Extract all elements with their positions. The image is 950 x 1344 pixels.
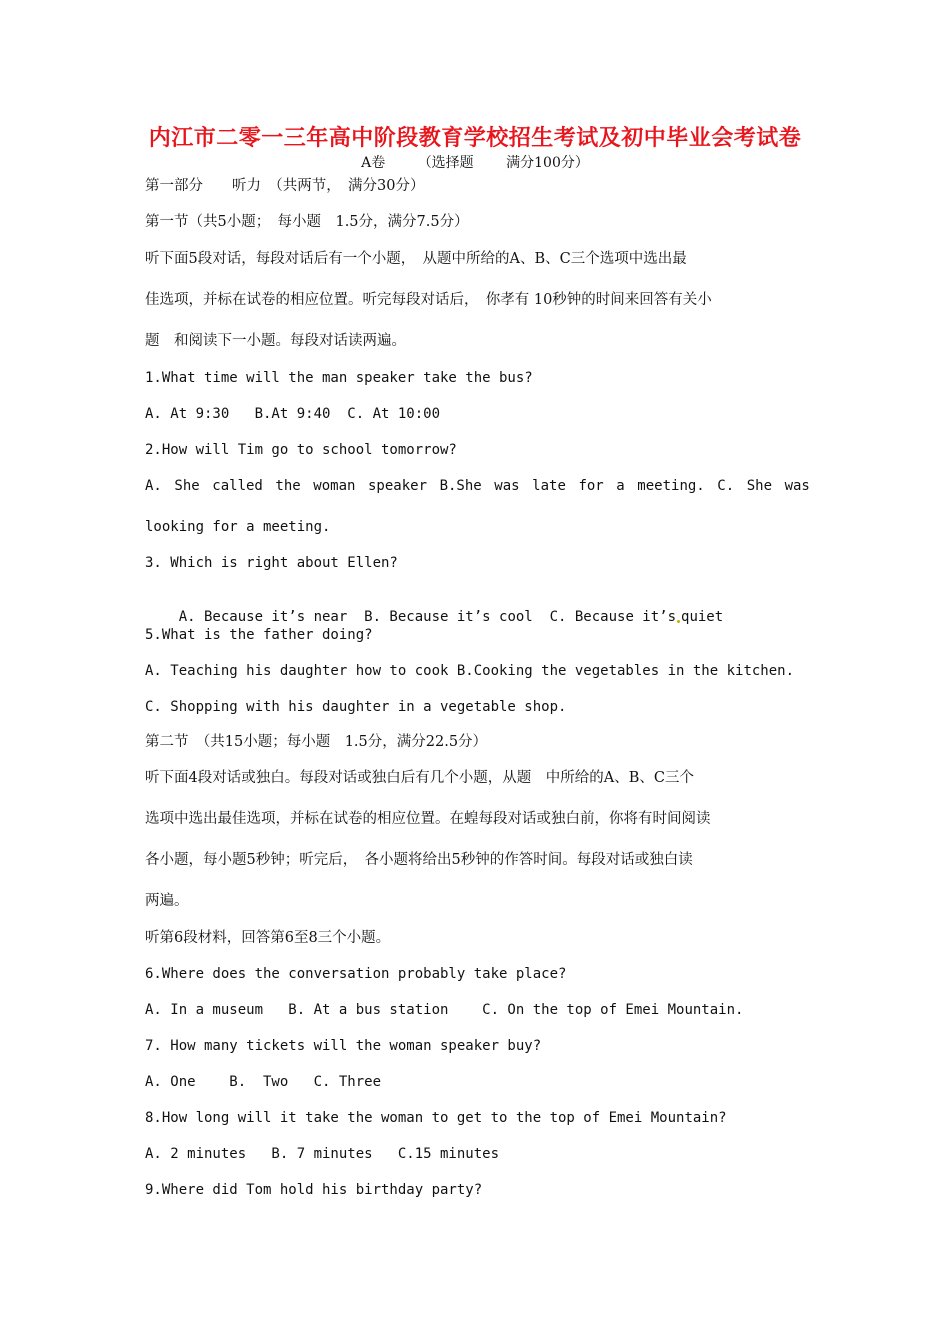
question-3: 3. Which is right about Ellen? [145,555,398,571]
instructions2-line-2: 选项中选出最佳选项，并标在试卷的相应位置。在蝗每段对话或独白前，你将有时间阅读 [145,811,711,827]
q2-word: called [212,478,263,494]
question-1-options: A. At 9:30 B.At 9:40 C. At 10:00 [145,406,441,422]
exam-subtitle [0,152,950,172]
instructions-line-3: 题 和阅读下一小题。每段对话读两遍。 [145,333,406,349]
question-6: 6.Where does the conversation probably take place? [145,966,567,982]
q2-word: late [532,478,566,494]
exam-title: 内江市二零一三年高中阶段教育学校招生考试及初中毕业会考试卷 [148,126,802,151]
q3-options-text: A. Because it’s near B. Because it’s cool C. Because it’s [178,609,677,625]
material-6-header: 听第6段材料，回答第6至8三个小题。 [145,930,391,946]
q2-word: for [578,478,604,494]
q2-word: speaker [368,478,428,494]
subtitle-paper: A卷 [361,155,386,171]
q2-word: meeting. [637,478,705,494]
instructions2-line-3: 各小题，每小题5秒钟；听完后， 各小题将给出5秒钟的作答时间。每段对话或独白读 [145,852,693,868]
question-7-options: A. One B. Two C. Three [145,1074,382,1090]
q2-word: She [746,478,773,494]
question-5-option-c: C. Shopping with his daughter in a vegetable shop. [145,699,567,715]
q2-word: B.She [439,478,482,494]
question-8: 8.How long will it take the woman to get to the top of Emei Mountain? [145,1110,727,1126]
part-one-header: 第一部分 听力 （共两节， 满分30分） [145,178,425,194]
subtitle-type: （选择题 [417,155,474,171]
instructions-line-1: 听下面5段对话，每段对话后有一个小题， 从题中所给的A、B、C三个选项中选出最 [145,251,687,267]
question-5-options-ab: A. Teaching his daughter how to cook B.Cooking the vegetables in the kitchen. [145,663,795,679]
question-1: 1.What time will the man speaker take the bus? [145,370,533,386]
question-2-options [145,477,810,495]
q2-word: was [494,478,520,494]
q2-word: the [275,478,301,494]
question-2: 2.How will Tim go to school tomorrow? [145,442,457,458]
question-6-options: A. In a museum B. At a bus station C. On the top of Emei Mountain. [145,1002,744,1018]
question-5: 5.What is the father doing? [145,627,373,643]
q2-word: She [174,478,200,494]
question-2-options-cont: looking for a meeting. [145,519,331,535]
question-9: 9.Where did Tom hold his birthday party? [145,1182,483,1198]
instructions2-line-1: 听下面4段对话或独白。每段对话或独白后有几个小题，从题 中所给的A、B、C三个 [145,770,694,786]
stray-dot [677,620,680,623]
q2-word: woman [313,478,356,494]
instructions-line-2: 佳选项，并标在试卷的相应位置。听完每段对话后， 你孝有 10秒钟的时间来回答有关小 [145,292,712,308]
section-two-header: 第二节 （共15小题；每小题 1.5分，满分22.5分） [145,734,488,750]
q2-word: C. [717,478,735,494]
q2-word: was [784,478,810,494]
subtitle-score: 满分100分） [506,155,589,171]
q2-word: a [616,478,625,494]
question-8-options: A. 2 minutes B. 7 minutes C.15 minutes [145,1146,500,1162]
section-one-header: 第一节（共5小题； 每小题 1.5分，满分7.5分） [145,214,469,230]
q2-word: A. [145,478,162,494]
question-7: 7. How many tickets will the woman speaker buy? [145,1038,542,1054]
instructions2-line-4: 两遍。 [145,893,189,909]
q3-options-tail: quiet [681,609,724,625]
